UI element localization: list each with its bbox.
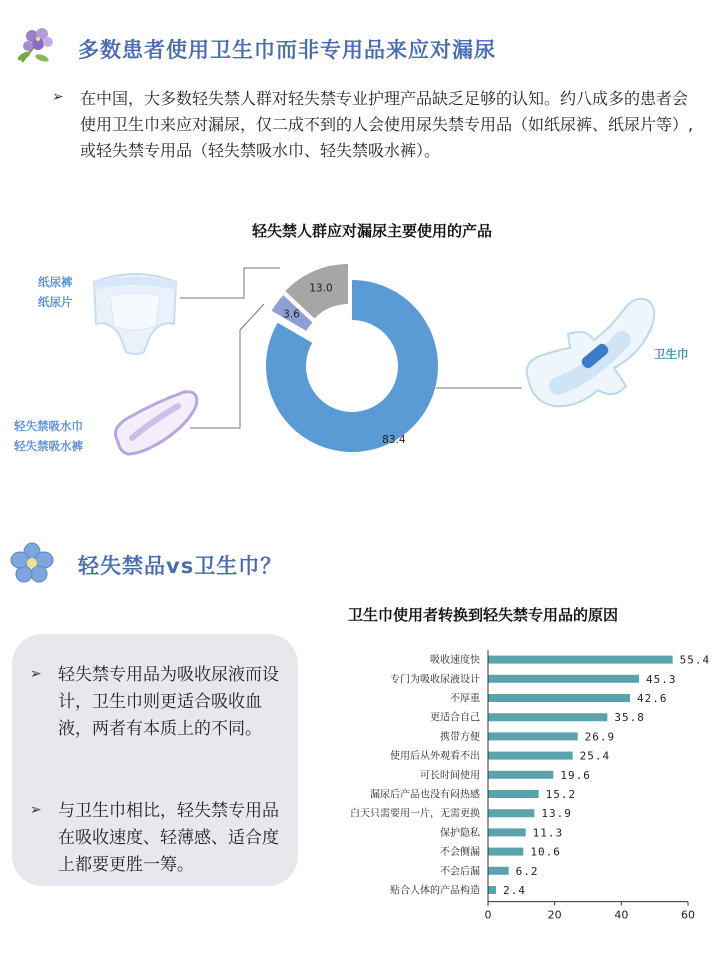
bar-chart [300, 640, 720, 940]
bar [488, 694, 630, 702]
bar-category-label: 使用后从外观看不出 [390, 751, 480, 763]
section1-title: 多数患者使用卫生巾而非专用品来应对漏尿 [78, 38, 496, 62]
bar [488, 867, 509, 875]
bar-value-label: 13.9 [541, 807, 572, 821]
bar-category-label: 白天只需要用一片，无需更换 [350, 808, 480, 820]
leader-line-pad [190, 304, 264, 428]
bar-category-label: 可长时间使用 [420, 770, 480, 782]
section1-paragraph: 在中国，大多数轻失禁人群对轻失禁专业护理产品缺乏足够的认知。约八成多的患者会使用卫生巾来应对漏尿，仅二成不到的人会使用尿失禁专用品（如纸尿裤、纸尿片等）, 或轻失禁专用品（轻失禁吸水巾、轻失禁吸水裤）。 [80, 89, 694, 160]
bar-category-label: 更适合自己 [430, 712, 480, 724]
bar-category-label: 不会后漏 [440, 866, 480, 878]
bar-chart-title: 卫生巾使用者转换到轻失禁专用品的原因 [348, 606, 619, 624]
pad-label-1: 轻失禁吸水巾 [14, 419, 83, 433]
bar [488, 790, 539, 798]
bar-value-label: 10.6 [530, 845, 561, 859]
donut-chart [0, 240, 720, 490]
bar [488, 656, 673, 664]
bar-value-label: 11.3 [532, 826, 564, 840]
bar-value-label: 6.2 [515, 864, 539, 878]
bar-value-label: 55.4 [679, 653, 711, 667]
bar-value-label: 45.3 [646, 672, 677, 686]
bar [488, 675, 639, 683]
bar [488, 886, 496, 894]
flower-icon [12, 22, 60, 66]
bar-category-label: 吸收速度快 [430, 655, 480, 667]
bar-value-label: 42.6 [637, 692, 668, 705]
bar-value-label: 2.4 [503, 884, 526, 897]
donut-chart-title: 轻失禁人群应对漏尿主要使用的产品 [251, 222, 492, 240]
bar [488, 713, 607, 721]
diaper-label-1: 纸尿裤 [38, 275, 73, 289]
bar-category-label: 不会侧漏 [440, 847, 480, 859]
blue-flower-icon [10, 542, 54, 584]
sanitary-pad-label: 卫生巾 [654, 347, 689, 361]
x-tick-label: 60 [681, 908, 695, 922]
comparison-bullet-1: 轻失禁专用品为吸收尿液而设计，卫生巾则更适合吸收血液，两者有本质上的不同。 [58, 665, 279, 739]
bar-category-label: 保护隐私 [440, 827, 480, 839]
bar-category-label: 贴合人体的产品构造 [390, 885, 480, 897]
bar [488, 809, 534, 817]
comparison-bullet-2: 与卫生巾相比，轻失禁专用品在吸收速度、轻薄感、适合度上都要更胜一筹。 [58, 801, 279, 875]
bar-value-label: 26.9 [584, 730, 616, 744]
bullet-arrow-icon: ➢ [30, 802, 42, 818]
donut-value-label: 83.4 [382, 433, 406, 446]
section2-title: 轻失禁品vs卫生巾？ [78, 554, 283, 578]
bar [488, 752, 573, 760]
bar [488, 828, 526, 836]
bar-category-label: 携带方便 [440, 731, 480, 743]
bar [488, 732, 578, 740]
x-tick-label: 0 [484, 908, 492, 922]
bullet-arrow-icon: ➢ [30, 666, 42, 682]
bar-value-label: 19.6 [560, 768, 591, 782]
x-tick-label: 20 [547, 908, 562, 922]
x-tick-label: 40 [614, 908, 629, 922]
bar-value-label: 25.4 [579, 749, 611, 763]
comparison-box [12, 634, 298, 886]
bar-value-label: 35.8 [614, 711, 645, 725]
leader-line-diaper [180, 268, 280, 298]
bar-category-label: 漏尿后产品也没有闷热感 [370, 789, 480, 801]
bar [488, 848, 523, 856]
donut-value-label: 3.6 [283, 308, 300, 321]
bullet-arrow-icon: ➢ [52, 89, 64, 105]
bar [488, 771, 553, 779]
bar-value-label: 15.2 [545, 788, 577, 801]
diaper-label-2: 纸尿片 [38, 295, 73, 309]
pad-label-2: 轻失禁吸水裤 [14, 439, 83, 453]
donut-value-label: 13.0 [309, 282, 333, 295]
bar-category-label: 不厚重 [450, 693, 480, 705]
bar-category-label: 专门为吸收尿液设计 [390, 674, 480, 686]
